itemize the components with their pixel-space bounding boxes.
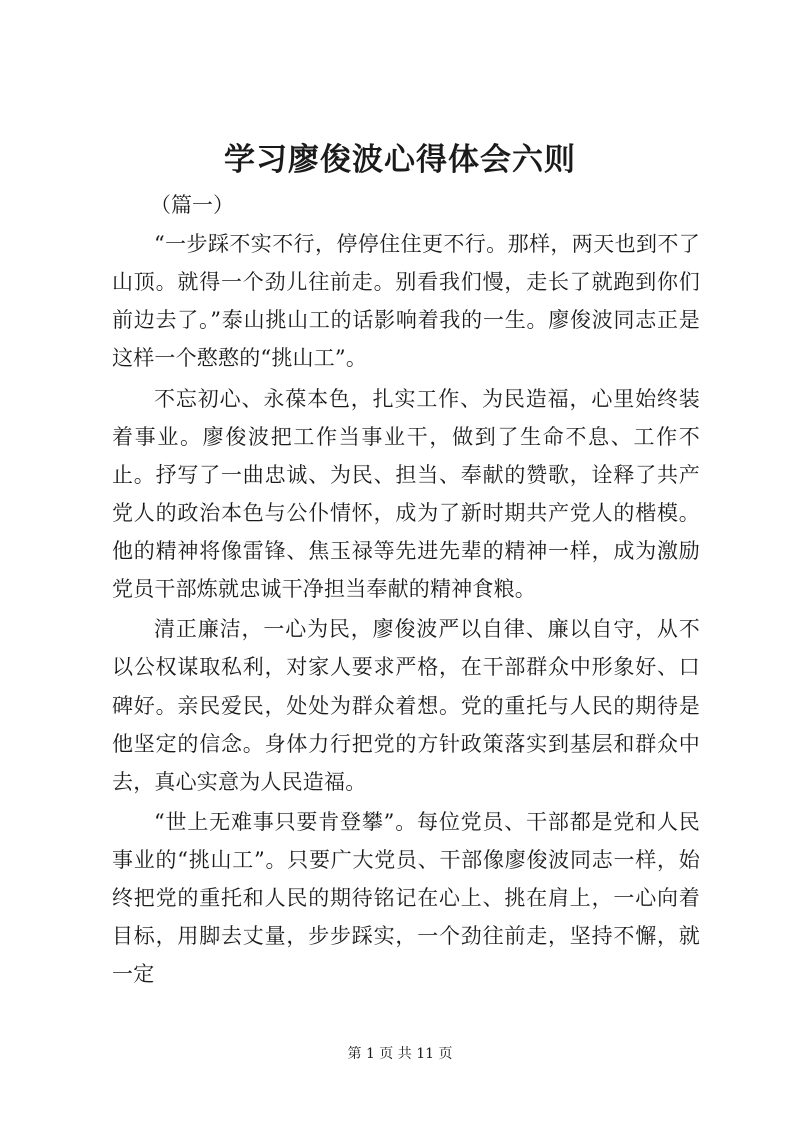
- document-body: [112, 225, 700, 996]
- paragraph: 不忘初心、永葆本色，扎实工作、为民造福，心里始终装着事业。廖俊波把工作当事业干，做到了生命不息、工作不止。抒写了一曲忠诚、为民、担当、奉献的赞歌，诠释了共产党人的政治本色与公仆情怀，成为了新时期共产党人的楷模。他的精神将像雷锋、焦玉禄等先进先辈的精神一样，成为激励党员干部炼就忠诚干净担当奉献的精神食粮。: [112, 386, 700, 602]
- paragraph: “世上无难事只要肯登攀”。每位党员、干部都是党和人民事业的“挑山工”。只要广大党员、干部像廖俊波同志一样，始终把党的重托和人民的期待铭记在心上、挑在肩上，一心向着目标，用脚去丈量，步步踩实，一个劲往前走，坚持不懈，就一定: [112, 809, 700, 987]
- page-footer: 第 1 页 共 11 页: [347, 1046, 453, 1062]
- document-title: 学习廖俊波心得体会六则: [224, 142, 576, 178]
- paragraph: “一步踩不实不行，停停住住更不行。那样，两天也到不了山顶。就得一个劲儿往前走。别看我们慢，走长了就跑到你们前边去了。”泰山挑山工的话影响着我的一生。廖俊波同志正是这样一个憨憨的“挑山工”。: [112, 232, 700, 371]
- section-label: （篇一）: [150, 193, 234, 217]
- paragraph: 清正廉洁，一心为民，廖俊波严以自律、廉以自守，从不以公权谋取私利，对家人要求严格，在干部群众中形象好、口碑好。亲民爱民，处处为群众着想。党的重托与人民的期待是他坚定的信念。身体力行把党的方针政策落实到基层和群众中去，真心实意为人民造福。: [112, 617, 700, 794]
